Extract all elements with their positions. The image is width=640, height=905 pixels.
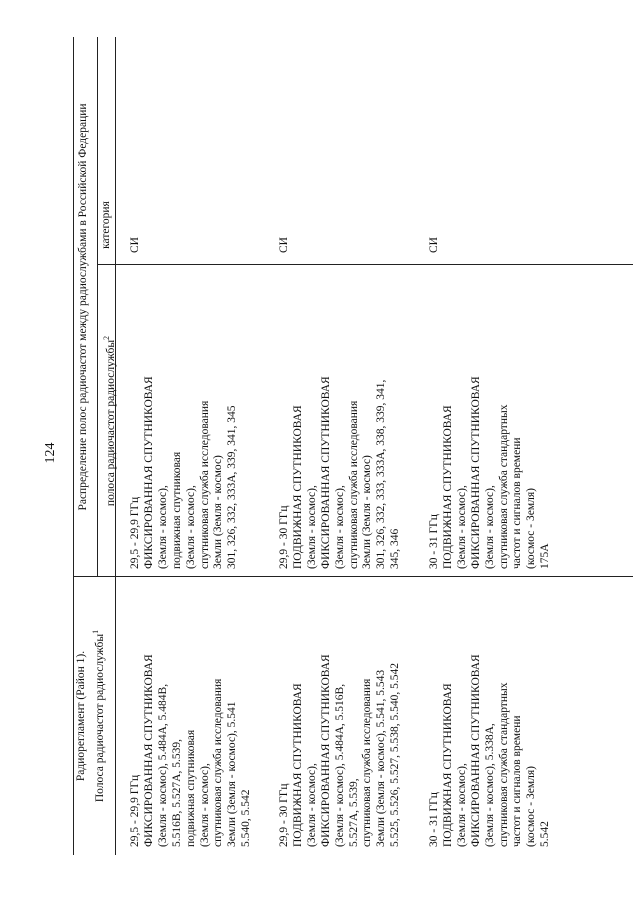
table-row-1-rr-cell xyxy=(129,654,254,847)
rr-line: (Земля - космос), xyxy=(198,763,211,847)
rf-line: 29,5 - 29,9 ГГц xyxy=(129,496,141,569)
rr-line: ФИКСИРОВАННАЯ СПУТНИКОВАЯ xyxy=(469,654,482,847)
rr-line: спутниковая служба исследования xyxy=(361,678,374,847)
rr-line: подвижная спутниковая xyxy=(184,729,197,847)
rr-line: ПОДВИЖНАЯ СПУТНИКОВАЯ xyxy=(441,683,454,847)
rf-line: 29,9 - 30 ГГц xyxy=(278,505,290,569)
category-subheader: категория xyxy=(100,201,112,249)
rr-line: ПОДВИЖНАЯ СПУТНИКОВАЯ xyxy=(291,683,304,847)
rr-line: 5.527A, 5.539, xyxy=(347,778,360,847)
rf-line: спутниковая служба стандартных xyxy=(497,404,510,569)
rf-line: спутниковая служба исследования xyxy=(347,400,360,569)
rr-line: (Земля - космос), xyxy=(305,763,318,847)
table-row-3-category: СИ xyxy=(428,237,440,253)
rr-line: 5.542 xyxy=(539,821,552,847)
rf-line: (Земля - космос), xyxy=(156,485,169,569)
rr-line: 29,9 - 30 ГГц xyxy=(278,783,290,847)
rf-line: (Земля - космос), xyxy=(455,485,468,569)
rr-line: спутниковая служба стандартных xyxy=(497,682,510,847)
rf-allocation-header: Распределение полос радиочастот между радиослужбами в Российской Федерации xyxy=(77,103,89,511)
rr-line: 29,5 - 29,9 ГГц xyxy=(129,774,141,847)
rr-line: (Земля - космос), xyxy=(455,763,468,847)
table-row-1-rf-cell xyxy=(129,376,240,569)
rr-line: (Земля - космос), 5.484A, 5.516B, xyxy=(333,683,346,847)
rf-line: ФИКСИРОВАННАЯ СПУТНИКОВАЯ xyxy=(469,376,482,569)
rf-line: (Земля - космос), xyxy=(184,485,197,569)
rf-line: (Земля - космос), xyxy=(483,485,496,569)
column-divider-2 xyxy=(97,264,633,265)
rr-line: 5.516B, 5.527A, 5.539, xyxy=(170,739,183,847)
footnote-mark-1: 1 xyxy=(90,629,100,634)
rf-line: (Земля - космос), xyxy=(305,485,318,569)
table-row-3-rf-cell xyxy=(428,376,553,569)
rf-line: ПОДВИЖНАЯ СПУТНИКОВАЯ xyxy=(291,405,304,569)
rf-line: 301, 326, 332, 333A, 339, 341, 345 xyxy=(226,405,239,569)
rr-line: (Земля - космос), 5.338A, xyxy=(483,723,496,847)
column-divider-1 xyxy=(73,576,633,577)
page-number: 124 xyxy=(43,442,58,464)
rf-line: (Земля - космос), xyxy=(333,485,346,569)
rf-line: Земли (Земля - космос) xyxy=(212,455,225,569)
rr-header-title: Радиорегламент (Район 1). xyxy=(75,650,87,782)
rf-line: 175A xyxy=(539,543,552,569)
rr-line: 5.540, 5.542 xyxy=(240,789,253,847)
rr-line: Земли (Земля - космос), 5.541, 5.543 xyxy=(375,669,388,847)
rf-line: ФИКСИРОВАННАЯ СПУТНИКОВАЯ xyxy=(319,376,332,569)
rr-line: частот и сигналов времени xyxy=(511,715,524,847)
rf-line: 30 - 31 ГГц xyxy=(428,514,440,569)
rf-line: (космос - Земля) xyxy=(525,488,538,569)
rr-line: (космос - Земля) xyxy=(525,766,538,847)
rr-line: 5.525, 5.526, 5.527, 5.538, 5.540, 5.542 xyxy=(389,663,402,847)
rf-line: 301, 326, 332, 333, 333A, 338, 339, 341, xyxy=(375,379,388,569)
rf-line: спутниковая служба исследования xyxy=(198,400,211,569)
rr-line: спутниковая служба исследования xyxy=(212,678,225,847)
rr-header xyxy=(75,577,108,855)
header-divider xyxy=(97,37,98,577)
rf-line: 345, 346 xyxy=(389,528,402,569)
rf-line: частот и сигналов времени xyxy=(511,437,524,569)
rr-line: ФИКСИРОВАННАЯ СПУТНИКОВАЯ xyxy=(319,654,332,847)
table-row-1-category: СИ xyxy=(129,237,141,253)
rf-line: Земли (Земля - космос) xyxy=(361,455,374,569)
rf-line: ФИКСИРОВАННАЯ СПУТНИКОВАЯ xyxy=(142,376,155,569)
table-row-3-rr-cell xyxy=(428,654,553,847)
rf-line: ПОДВИЖНАЯ СПУТНИКОВАЯ xyxy=(441,405,454,569)
allocation-table xyxy=(73,37,633,855)
rr-line: ФИКСИРОВАННАЯ СПУТНИКОВАЯ xyxy=(142,654,155,847)
rf-line: подвижная спутниковая xyxy=(170,451,183,569)
rf-band-subheader: полоса радиочастот радиослужбы$^2$ xyxy=(102,335,117,507)
rr-header-subtitle: Полоса радиочастот радиослужбы$^1$ xyxy=(90,629,106,803)
table-row-2-rr-cell xyxy=(278,654,403,847)
table-row-2-rf-cell xyxy=(278,376,403,569)
rr-line: Земли (Земля - космос), 5.541 xyxy=(226,701,239,847)
rr-line: (Земля - космос), 5.484A, 5.484B, xyxy=(156,683,169,847)
table-row-2-category: СИ xyxy=(278,237,290,253)
rr-line: 30 - 31 ГГц xyxy=(428,792,440,847)
table-top-border xyxy=(73,37,74,855)
footnote-mark-2: 2 xyxy=(102,335,111,340)
